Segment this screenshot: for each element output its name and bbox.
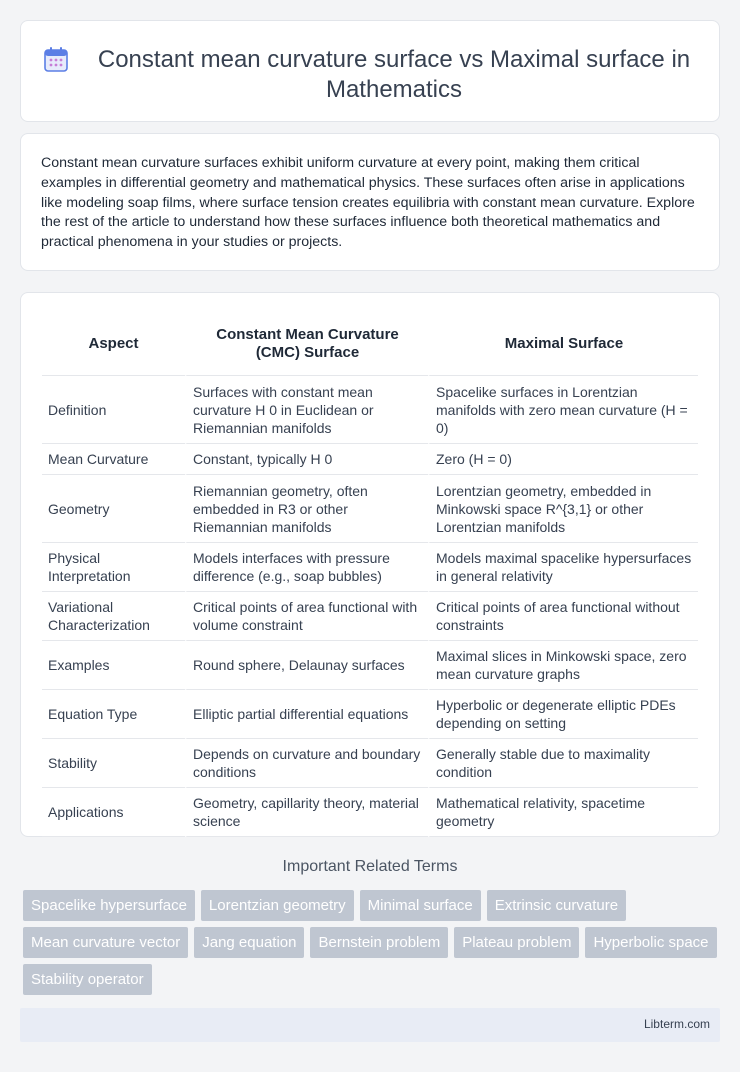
row-aspect: Stability <box>42 739 185 788</box>
related-terms-title: Important Related Terms <box>282 858 458 875</box>
table-row <box>42 543 698 592</box>
intro-paragraph: Constant mean curvature surfaces exhibit uniform curvature at every point, making them critical examples in differential geometry and mathematical physics. These surfaces often arise in applications like modeling soap films, where surface tension creates equilibria with constant mean curvature. Explore the rest of the article to understand how these surfaces influence both theoretical mathematics and practical phenomena in your studies or projects. <box>41 155 695 251</box>
row-cmc-value: Critical points of area functional with volume constraint <box>185 592 428 641</box>
page-title: Constant mean curvature surface vs Maximal surface in Mathematics <box>97 46 691 103</box>
related-term-tag[interactable]: Hyperbolic space <box>585 927 716 958</box>
row-aspect: Mean Curvature <box>42 444 185 475</box>
row-cmc-value: Surfaces with constant mean curvature H 0 in Euclidean or Riemannian manifolds <box>185 376 428 444</box>
row-cmc-value: Round sphere, Delaunay surfaces <box>185 641 428 690</box>
related-term-tag[interactable]: Minimal surface <box>360 890 481 921</box>
table-row <box>42 376 698 444</box>
footer-site-link[interactable]: Libterm.com <box>643 1017 710 1031</box>
table-row <box>42 444 698 475</box>
header-cmc-surface: Constant Mean Curvature (CMC) Surface <box>185 313 428 376</box>
row-aspect: Examples <box>42 641 185 690</box>
calendar-icon <box>41 45 71 75</box>
related-term-tag[interactable]: Stability operator <box>23 964 152 995</box>
row-aspect: Applications <box>42 788 185 837</box>
row-cmc-value: Constant, typically H 0 <box>185 444 428 475</box>
row-maximal-value: Generally stable due to maximality condition <box>428 739 698 788</box>
related-term-tag[interactable]: Mean curvature vector <box>23 927 188 958</box>
row-aspect: Definition <box>42 376 185 444</box>
row-maximal-value: Hyperbolic or degenerate elliptic PDEs depending on setting <box>428 690 698 739</box>
table-header-row <box>42 313 698 376</box>
header-aspect: Aspect <box>42 313 185 376</box>
related-term-tag[interactable]: Extrinsic curvature <box>487 890 626 921</box>
row-maximal-value: Critical points of area functional without constraints <box>428 592 698 641</box>
row-maximal-value: Lorentzian geometry, embedded in Minkowski space R^{3,1} or other Lorentzian manifolds <box>428 475 698 543</box>
related-term-tag[interactable]: Jang equation <box>194 927 304 958</box>
row-maximal-value: Maximal slices in Minkowski space, zero mean curvature graphs <box>428 641 698 690</box>
table-row <box>42 739 698 788</box>
footer-bar <box>20 1008 720 1042</box>
row-cmc-value: Models interfaces with pressure difference (e.g., soap bubbles) <box>185 543 428 592</box>
header-maximal-surface: Maximal Surface <box>428 313 698 376</box>
row-maximal-value: Models maximal spacelike hypersurfaces in general relativity <box>428 543 698 592</box>
related-term-tag[interactable]: Lorentzian geometry <box>201 890 354 921</box>
row-maximal-value: Zero (H = 0) <box>428 444 698 475</box>
header-card <box>20 20 720 122</box>
related-term-tag[interactable]: Spacelike hypersurface <box>23 890 195 921</box>
row-aspect: Physical Interpretation <box>42 543 185 592</box>
row-aspect: Equation Type <box>42 690 185 739</box>
row-cmc-value: Geometry, capillarity theory, material science <box>185 788 428 837</box>
table-row <box>42 690 698 739</box>
table-row <box>42 475 698 543</box>
comparison-card <box>20 292 720 837</box>
table-row <box>42 788 698 837</box>
row-maximal-value: Spacelike surfaces in Lorentzian manifolds with zero mean curvature (H = 0) <box>428 376 698 444</box>
related-term-tag[interactable]: Bernstein problem <box>310 927 448 958</box>
row-cmc-value: Elliptic partial differential equations <box>185 690 428 739</box>
comparison-table <box>42 313 698 837</box>
row-cmc-value: Depends on curvature and boundary conditions <box>185 739 428 788</box>
table-row <box>42 641 698 690</box>
row-maximal-value: Mathematical relativity, spacetime geometry <box>428 788 698 837</box>
table-row <box>42 592 698 641</box>
intro-card <box>20 133 720 271</box>
row-aspect: Variational Characterization <box>42 592 185 641</box>
row-aspect: Geometry <box>42 475 185 543</box>
related-term-tag[interactable]: Plateau problem <box>454 927 579 958</box>
related-terms-list <box>23 890 723 1001</box>
row-cmc-value: Riemannian geometry, often embedded in R3 or other Riemannian manifolds <box>185 475 428 543</box>
